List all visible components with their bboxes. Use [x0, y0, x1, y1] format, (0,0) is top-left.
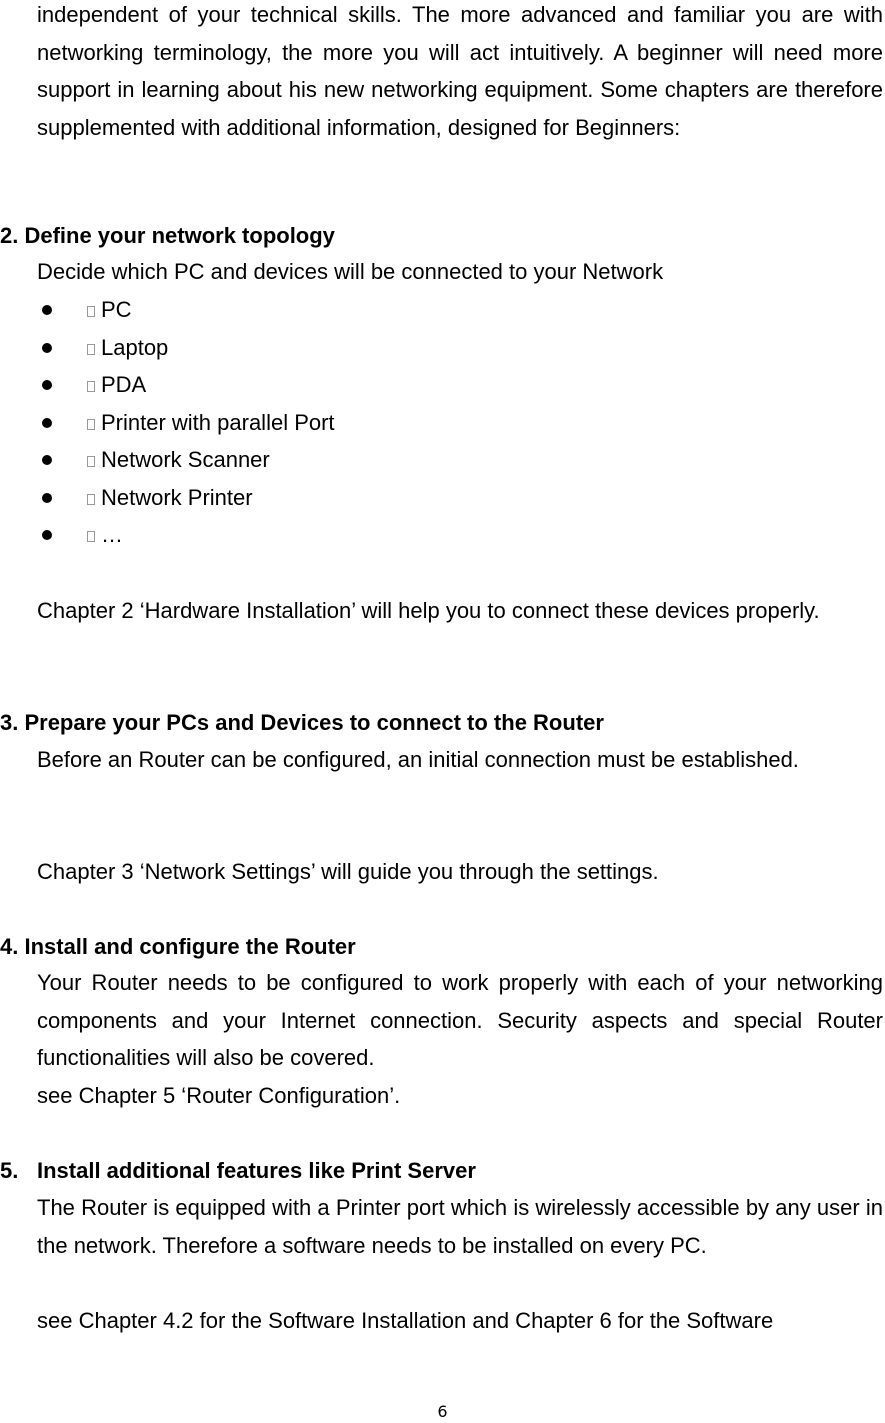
- page-number: 6: [437, 1402, 448, 1421]
- intro-paragraph: independent of your technical skills. The more advanced and familiar you are with networking terminology, the more you will act intuitively. A beginner will need more support in learning about his new networking equipment. Some chapters are therefore supplemented with additional information, designed for Beginners:: [37, 2, 883, 140]
- list-item-text: PDA: [101, 372, 147, 397]
- section-5-title: Install additional features like Print Server: [37, 1158, 476, 1183]
- section-5-number: 5.: [0, 1158, 19, 1183]
- section-2-heading: 2. Define your network topology: [0, 223, 335, 248]
- list-item-text: Printer with parallel Port: [101, 409, 335, 435]
- section-2-note: Chapter 2 ‘Hardware Installation’ will help you to connect these devices properly.: [37, 598, 820, 623]
- section-5-text: The Router is equipped with a Printer port which is wirelessly accessible by any user in the network. Therefore a software needs to be installed on every PC.: [37, 1195, 883, 1258]
- bullet-icon: [42, 305, 52, 315]
- missing-glyph-icon: [87, 344, 95, 355]
- section-2-intro: Decide which PC and devices will be connected to your Network: [37, 259, 664, 284]
- list-item-text: Network Printer: [101, 484, 253, 510]
- section-5-heading: [0, 1156, 476, 1186]
- list-item-text: PC: [101, 297, 132, 322]
- list-item-text: …: [101, 522, 123, 547]
- bullet-icon: [42, 343, 52, 353]
- list-item-text: Network Scanner: [101, 447, 270, 472]
- section-5-ref: see Chapter 4.2 for the Software Installation and Chapter 6 for the Software: [37, 1308, 774, 1333]
- section-3-note: Chapter 3 ‘Network Settings’ will guide you through the settings.: [37, 859, 659, 884]
- section-3-heading: 3. Prepare your PCs and Devices to connect to the Router: [0, 710, 604, 735]
- bullet-icon: [42, 380, 52, 390]
- bullet-icon: [42, 493, 52, 503]
- missing-glyph-icon: [87, 456, 95, 467]
- bullet-icon: [42, 418, 52, 428]
- missing-glyph-icon: [87, 419, 95, 430]
- bullet-icon: [42, 530, 52, 540]
- missing-glyph-icon: [87, 494, 95, 505]
- section-4-text: Your Router needs to be configured to work properly with each of your networking components and your Internet connection. Security aspects and special Router functionalities will also be covered.: [37, 970, 883, 1070]
- missing-glyph-icon: [87, 531, 95, 542]
- section-3-text: Before an Router can be configured, an initial connection must be established.: [37, 747, 799, 772]
- section-4-heading: 4. Install and configure the Router: [0, 934, 356, 959]
- missing-glyph-icon: [87, 306, 95, 317]
- list-item-text: Laptop: [101, 334, 169, 360]
- section-4-ref: see Chapter 5 ‘Router Configuration’.: [37, 1083, 401, 1108]
- bullet-icon: [42, 455, 52, 465]
- missing-glyph-icon: [87, 381, 95, 392]
